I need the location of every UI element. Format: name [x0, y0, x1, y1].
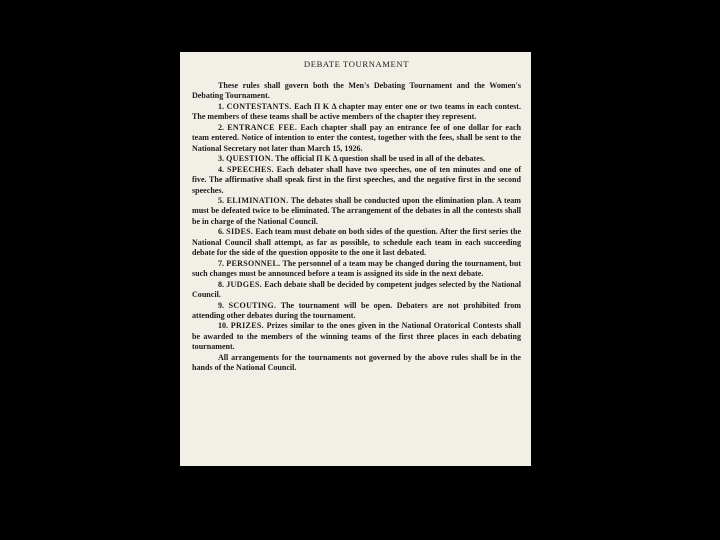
rule-number: 9. [218, 300, 225, 310]
rule-item [192, 196, 521, 227]
rule-number: 10. [218, 321, 229, 331]
document-page [180, 52, 531, 466]
rule-text: The personnel of a team may be changed during the tournament, but such changes must be announced before a team is assigned its side in the next debate. [192, 258, 522, 279]
rule-number: 7. [218, 258, 225, 268]
rule-heading: PRIZES. [230, 321, 264, 331]
rule-text: The tournament will be open. Debaters are not prohibited from attending other debates during the tournament. [192, 300, 522, 320]
rule-text: Each Π K Δ chapter may enter one or two teams in each contest. The members of these teams shall be active members of the chapter they represent. [192, 101, 521, 122]
rule-number: 3. [218, 154, 225, 164]
rule-item [192, 227, 521, 258]
rule-number: 8. [218, 279, 225, 289]
rule-text: Each debater shall have two speeches, one of ten minutes and one of five. The affirmative shall speak first in the first speeches, and the negative first in the second speeches. [192, 164, 522, 195]
rule-item [192, 321, 521, 352]
rule-text: Prizes similar to the ones given in the National Oratorical Contests shall be awarded to the members of the winning teams of the first three places in each debating tournament. [192, 321, 522, 352]
rule-item [192, 154, 521, 164]
rule-heading: PERSONNEL. [226, 258, 281, 268]
document-title: DEBATE TOURNAMENT [303, 59, 410, 69]
rule-number: 2. [218, 122, 225, 132]
rule-heading: SIDES. [226, 227, 254, 237]
closing-paragraph: All arrangements for the tournaments not governed by the above rules shall be in the hands of the National Council. [192, 352, 521, 373]
rule-heading: CONTESTANTS. [226, 101, 292, 111]
rule-text: The debates shall be conducted upon the elimination plan. A team must be defeated twice to be eliminated. The arrangement of the debates in all the contests shall be in charge of the National Council. [192, 195, 522, 226]
rule-heading: QUESTION. [226, 154, 274, 164]
rule-number: 1. [218, 101, 225, 111]
rules-list [192, 102, 521, 353]
rule-item [192, 102, 521, 123]
rule-heading: ENTRANCE FEE. [227, 122, 298, 132]
rule-text: The official Π K Δ question shall be used in all of the debates. [275, 154, 485, 164]
rule-heading: JUDGES. [226, 279, 263, 289]
rule-number: 4. [218, 164, 225, 174]
rule-number: 6. [218, 227, 225, 237]
rule-heading: SPEECHES. [227, 164, 274, 174]
rule-item [192, 123, 521, 154]
rule-item [192, 280, 521, 301]
rule-text: Each chapter shall pay an entrance fee of one dollar for each team entered. Notice of intention to enter the contest, together with the fees, shall be sent to the National Secretary not later than March 15, 1926. [192, 122, 522, 153]
rule-item [192, 165, 521, 196]
rule-item [192, 259, 521, 280]
rule-heading: SCOUTING. [228, 300, 277, 310]
rule-item [192, 301, 521, 322]
rule-text: Each team must debate on both sides of the question. After the first series the National Council shall attempt, as far as possible, to schedule each team in each succeeding debate for the side of the question opposite to the one it last debated. [192, 227, 522, 258]
rule-number: 5. [218, 195, 225, 205]
intro-paragraph: These rules shall govern both the Men's Debating Tournament and the Women's Debating Tournament. [192, 81, 521, 101]
rule-text: Each debate shall be decided by competent judges selected by the National Council. [192, 279, 521, 300]
rule-heading: ELIMINATION. [226, 195, 289, 205]
